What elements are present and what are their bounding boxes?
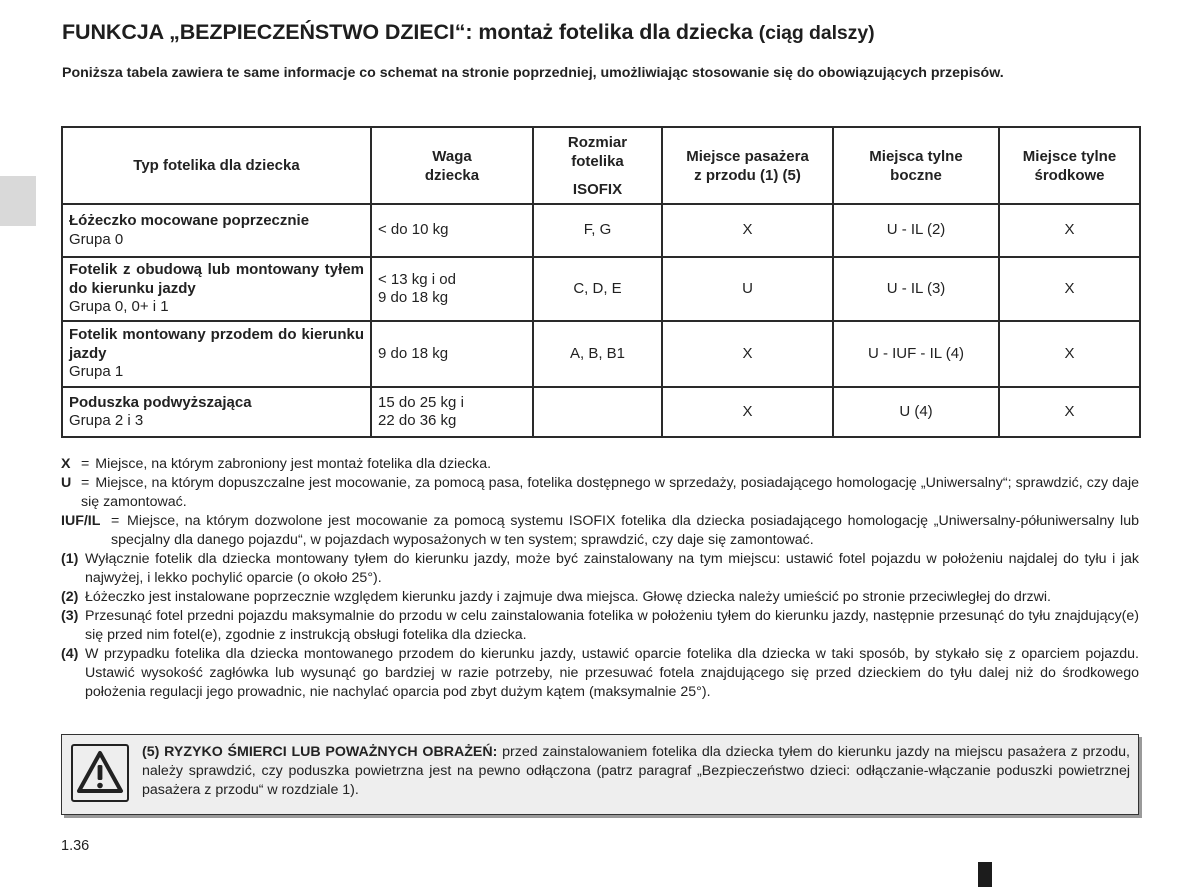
header-seat-type: Typ fotelika dla dziecka: [62, 127, 371, 204]
legend-item-x: X = Miejsce, na którym zabroniony jest montaż fotelika dla dziecka.: [61, 456, 492, 472]
rear-side-cell: U - IL (2): [833, 204, 999, 257]
rear-center-cell: X: [999, 321, 1140, 387]
notes-section: [61, 455, 1139, 702]
weight-cell: 15 do 25 kg i 22 do 36 kg: [371, 387, 533, 437]
seat-type-cell: Fotelik montowany przodem do kierunku jazdy Grupa 1: [62, 321, 371, 387]
child-seat-table: [61, 126, 1141, 438]
header-front-passenger-seat: Miejsce pasażera z przodu (1) (5): [662, 127, 833, 204]
page-number: 1.36: [61, 838, 90, 854]
table-row: [62, 257, 1140, 321]
weight-cell: < do 10 kg: [371, 204, 533, 257]
table-header-row: [62, 127, 1140, 204]
rear-side-cell: U (4): [833, 387, 999, 437]
header-rear-side-seats: Miejsca tylne boczne: [833, 127, 999, 204]
page-edge-marker: [978, 862, 992, 887]
seat-type-cell: Fotelik z obudową lub montowany tyłem do kierunku jazdy Grupa 0, 0+ i 1: [62, 257, 371, 321]
footnote-4: (4) W przypadku fotelika dla dziecka montowanego przodem do kierunku jazdy, ustawić oparcie fotelika dla dziecka w taki sposób, by stykało się z oparciem pojazdu. Ustawić wysokość zagłówka lub wysunąć go bardziej w razie potrzeby, nie przesuwać fotela znajdującego się przed dzieckiem do tyłu dalej niż do środkowego położenia regulacji jego prowadnic, nie nachylać oparcia pod zbyt dużym kątem (maksymalnie 25°).: [61, 646, 1139, 700]
footnote-2: (2) Łóżeczko jest instalowane poprzecznie względem kierunku jazdy i zajmuje dwa miejsca. Głowę dziecka należy umieścić po stronie przeciwległej do drzwi.: [61, 589, 1051, 605]
warning-body: przed zainstalowaniem fotelika dla dziecka tyłem do kierunku jazdy na miejscu pasażera z przodu, należy sprawdzić, czy poduszka powietrzna jest na pewno odłączona (patrz paragraf „Bezpieczeństwo dzieci: odłączanie-włączanie poduszki powietrznej pasażera z przodu“ w rozdziale 1).: [142, 744, 1130, 798]
intro-paragraph: Poniższa tabela zawiera te same informacje co schemat na stronie poprzedniej, umożliwiając stosowanie się do obowiązujących przepisów.: [62, 65, 1004, 81]
legend-item-u: U = Miejsce, na którym dopuszczalne jest mocowanie, za pomocą pasa, fotelika dostępnego w sprzedaży, posiadającego homologację „Uniwersalny“; sprawdzić, czy daje się zamontować.: [61, 475, 1139, 510]
table-row: [62, 204, 1140, 257]
title-continued: (ciąg dalszy): [758, 22, 875, 44]
table-row: [62, 387, 1140, 437]
title-main: FUNKCJA „BEZPIECZEŃSTWO DZIECI“: montaż fotelika dla dziecka: [62, 20, 753, 44]
warning-heading: (5) RYZYKO ŚMIERCI LUB POWAŻNYCH OBRAŻEŃ:: [142, 744, 498, 760]
weight-cell: 9 do 18 kg: [371, 321, 533, 387]
legend-item-iuf-il: IUF/IL = Miejsce, na którym dozwolone jest mocowanie za pomocą systemu ISOFIX fotelika dla dziecka posiadającego homologację „Uniwersalny-półuniwersalny lub specjalny dla danego pojazdu“, w pojazdach wyposażonych w ten system; sprawdzić, czy daje się zamontować.: [61, 513, 1139, 548]
chapter-side-tab: [0, 176, 36, 226]
isofix-size-cell: C, D, E: [533, 257, 662, 321]
warning-box: [61, 734, 1139, 815]
seat-type-cell: Poduszka podwyższająca Grupa 2 i 3: [62, 387, 371, 437]
warning-triangle-icon: [71, 744, 129, 802]
seat-type-cell: Łóżeczko mocowane poprzecznie Grupa 0: [62, 204, 371, 257]
front-seat-cell: U: [662, 257, 833, 321]
front-seat-cell: X: [662, 321, 833, 387]
weight-cell: < 13 kg i od 9 do 18 kg: [371, 257, 533, 321]
isofix-size-cell: F, G: [533, 204, 662, 257]
rear-center-cell: X: [999, 257, 1140, 321]
footnote-1: (1) Wyłącznie fotelik dla dziecka montowany tyłem do kierunku jazdy, może być zainstalowany na tym miejscu: ustawić fotel pojazdu w położeniu najdalej do tyłu i jak najwyżej, i lekko pochylić oparcie (o około 25°).: [61, 551, 1139, 586]
table-row: [62, 321, 1140, 387]
header-child-weight: Waga dziecka: [371, 127, 533, 204]
rear-center-cell: X: [999, 387, 1140, 437]
isofix-size-cell: A, B, B1: [533, 321, 662, 387]
isofix-size-cell: [533, 387, 662, 437]
page-title: [62, 20, 874, 45]
footnote-3: (3) Przesunąć fotel przedni pojazdu maksymalnie do przodu w celu zainstalowania fotelika w położeniu tyłem do kierunku jazdy, następnie przesunąć do tyłu znajdujący(e) się przed nim fotel(e), zgodnie z instrukcją obsługi fotelika dla dziecka.: [61, 608, 1139, 643]
front-seat-cell: X: [662, 387, 833, 437]
warning-text: [142, 743, 1130, 800]
rear-side-cell: U - IL (3): [833, 257, 999, 321]
header-isofix-size: Rozmiar fotelika ISOFIX: [533, 127, 662, 204]
front-seat-cell: X: [662, 204, 833, 257]
rear-side-cell: U - IUF - IL (4): [833, 321, 999, 387]
header-rear-center-seat: Miejsce tylne środkowe: [999, 127, 1140, 204]
rear-center-cell: X: [999, 204, 1140, 257]
